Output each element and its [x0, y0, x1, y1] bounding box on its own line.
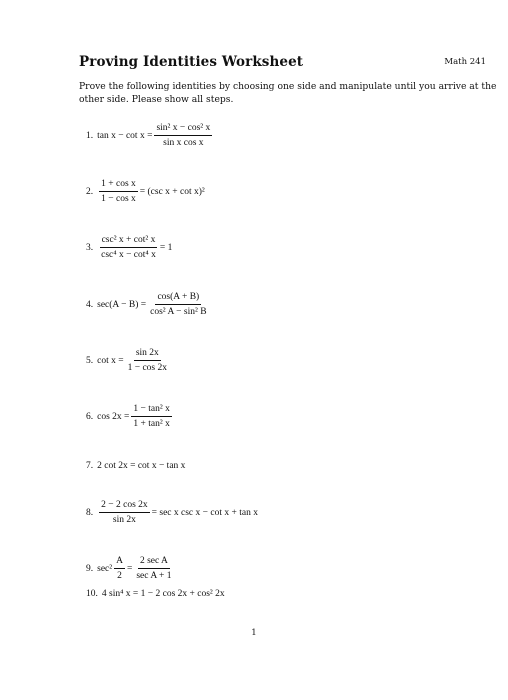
- problem-number: 6.: [86, 411, 94, 422]
- denominator: csc⁴ x − cot⁴ x: [101, 250, 156, 260]
- numerator: 2 sec A: [138, 556, 170, 569]
- problem-8: [86, 500, 258, 525]
- numerator: 1 − tan² x: [131, 404, 171, 417]
- problem-number: 10.: [86, 589, 98, 599]
- denominator: sin x cos x: [163, 138, 204, 148]
- denominator: 2: [117, 571, 122, 581]
- denominator: 1 − cos 2x: [127, 363, 167, 373]
- problem-text: 2 cot 2x = cot x − tan x: [97, 461, 186, 471]
- fraction: [134, 556, 173, 581]
- problem-rhs: = (csc x + cot x)²: [139, 186, 205, 197]
- fraction: [154, 123, 212, 148]
- problem-2: [86, 179, 205, 204]
- problem-4: [86, 292, 211, 317]
- problem-5: [86, 348, 171, 373]
- numerator: A: [114, 556, 125, 569]
- problem-6: [86, 404, 174, 429]
- denominator: sec A + 1: [136, 571, 172, 581]
- problem-3: [86, 235, 172, 260]
- problem-text: 4 sin⁴ x = 1 − 2 cos 2x + cos² 2x: [101, 589, 225, 599]
- problem-rhs: = 1: [159, 242, 173, 253]
- page-title: Proving Identities Worksheet: [79, 54, 304, 70]
- problem-number: 4.: [86, 299, 94, 310]
- problem-9: [86, 556, 176, 581]
- numerator: csc² x + cot² x: [100, 235, 158, 248]
- instructions: Prove the following identities by choosing one side and manipulate until you arrive at the other side. Please show all steps.: [79, 81, 497, 105]
- fraction: [99, 235, 158, 260]
- numerator: cos(A + B): [155, 292, 201, 305]
- problem-lhs: cot x =: [97, 355, 124, 366]
- fraction: [99, 500, 150, 525]
- course-label: Math 241: [444, 57, 486, 67]
- denominator: 1 + tan² x: [133, 419, 170, 429]
- problem-lhs: tan x − cot x =: [97, 130, 153, 141]
- denominator: 1 − cos x: [101, 194, 136, 204]
- problem-number: 3.: [86, 242, 94, 253]
- fraction: [114, 556, 125, 581]
- numerator: 1 + cos x: [99, 179, 138, 192]
- problem-number: 7.: [86, 461, 94, 471]
- numerator: sin 2x: [134, 348, 161, 361]
- problem-lhs: sec(A − B) =: [97, 299, 147, 310]
- problem-number: 8.: [86, 507, 94, 518]
- problem-rhs: = sec x csc x − cot x + tan x: [151, 507, 258, 518]
- numerator: 2 − 2 cos 2x: [99, 500, 150, 513]
- problem-lhs: sec²: [97, 563, 113, 574]
- problem-number: 1.: [86, 130, 94, 141]
- problem-1: [86, 123, 214, 148]
- problem-7: [86, 461, 185, 471]
- denominator: sin 2x: [112, 515, 136, 525]
- fraction: [99, 179, 138, 204]
- problem-number: 9.: [86, 563, 94, 574]
- fraction: [131, 404, 171, 429]
- page-number: 1: [251, 628, 257, 638]
- fraction: [148, 292, 208, 317]
- problem-lhs: cos 2x =: [97, 411, 130, 422]
- problem-10: [86, 589, 225, 599]
- problem-number: 2.: [86, 186, 94, 197]
- fraction: [126, 348, 169, 373]
- numerator: sin² x − cos² x: [154, 123, 212, 136]
- equals-sign: =: [126, 563, 133, 574]
- denominator: cos² A − sin² B: [150, 307, 207, 317]
- problem-number: 5.: [86, 355, 94, 366]
